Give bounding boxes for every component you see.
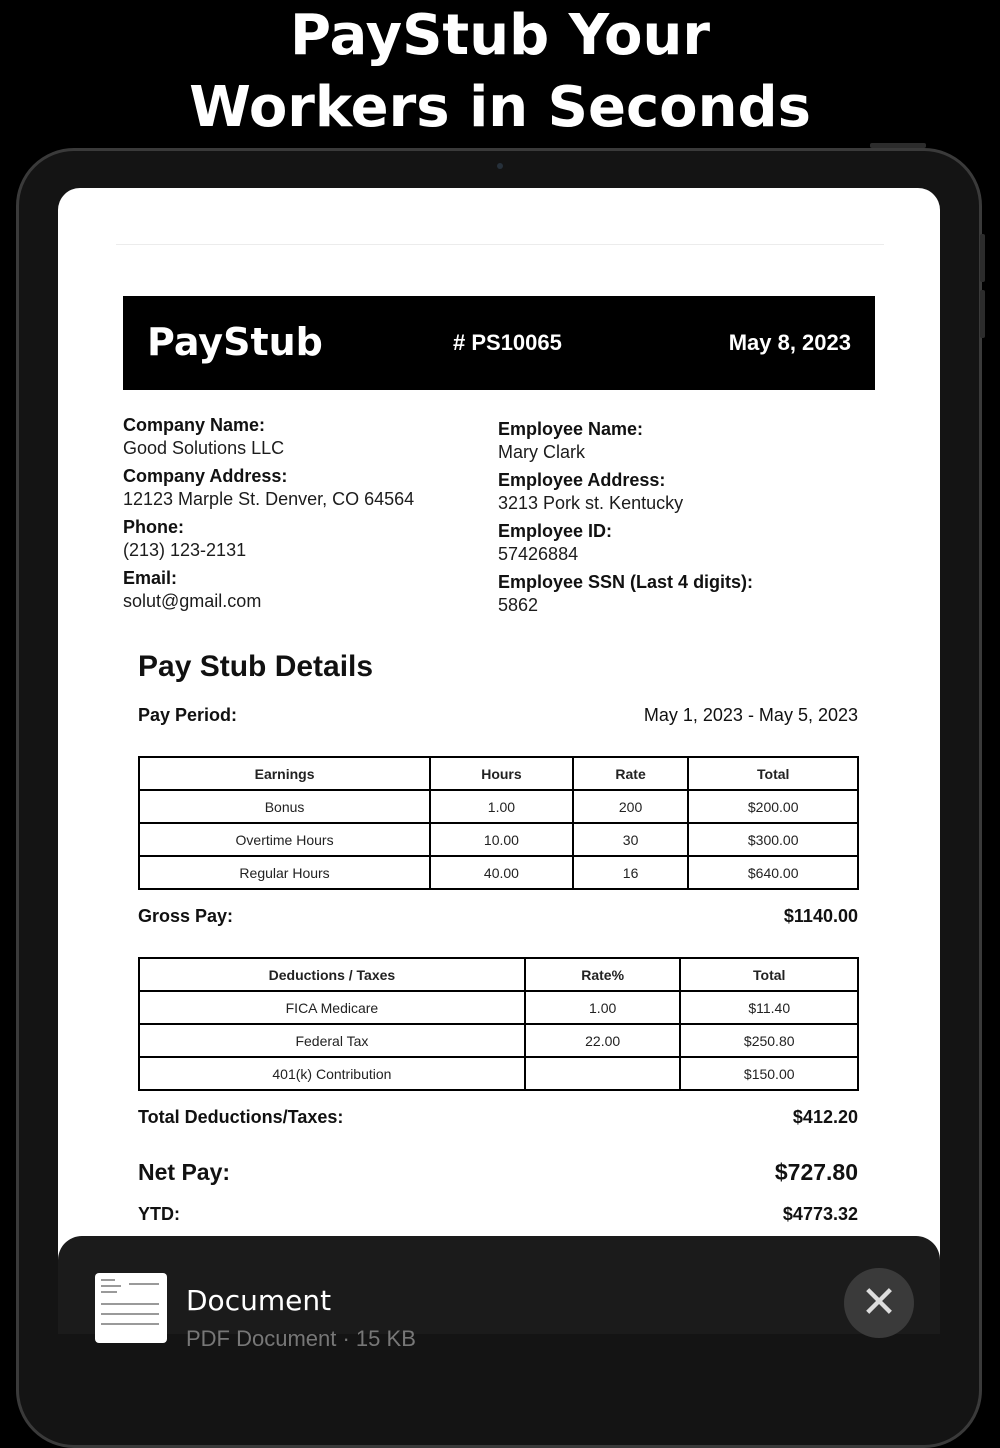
company-email-value: solut@gmail.com — [123, 591, 262, 611]
deductions-header-row — [139, 958, 858, 991]
earnings-col-rate: Rate — [573, 757, 689, 790]
net-pay-label: Net Pay: — [138, 1159, 231, 1185]
table-cell: 16 — [573, 856, 689, 889]
earnings-col-hours: Hours — [430, 757, 573, 790]
employee-id-value: 57426884 — [498, 544, 579, 564]
employee-ssn-block — [498, 572, 878, 617]
details-title: Pay Stub Details — [138, 650, 374, 683]
total-deductions-value: $412.20 — [792, 1107, 858, 1127]
table-cell: 200 — [573, 790, 689, 823]
earnings-table — [138, 756, 859, 890]
employee-id-block — [498, 521, 878, 566]
table-cell: $150.00 — [680, 1057, 858, 1090]
paystub-date: May 8, 2023 — [728, 330, 851, 355]
company-phone-label: Phone: — [123, 517, 184, 537]
table-cell: 30 — [573, 823, 689, 856]
deductions-col-rate: Rate% — [525, 958, 681, 991]
device-side-button-1 — [980, 234, 985, 282]
device-top-button — [870, 143, 926, 148]
table-cell: 401(k) Contribution — [139, 1057, 525, 1090]
table-cell: $640.00 — [688, 856, 858, 889]
page-divider — [116, 244, 884, 245]
thumb-line — [101, 1291, 117, 1293]
headline-line-1: PayStub Your — [289, 3, 711, 68]
table-row — [139, 823, 858, 856]
thumb-line — [101, 1303, 159, 1305]
deductions-table — [138, 957, 859, 1091]
thumb-line — [101, 1279, 115, 1281]
company-address-block — [123, 466, 503, 511]
employee-name-label: Employee Name: — [498, 419, 644, 439]
company-name-block — [123, 415, 503, 460]
pay-period-value: May 1, 2023 - May 5, 2023 — [643, 705, 858, 725]
banner-title: PayStub — [147, 320, 323, 364]
paystub-banner — [123, 296, 875, 390]
close-icon: ✕ — [860, 1277, 898, 1328]
company-address-label: Company Address: — [123, 466, 288, 486]
employee-ssn-value: 5862 — [498, 595, 539, 615]
employee-info — [498, 419, 878, 623]
earnings-col-total: Total — [688, 757, 858, 790]
table-cell: $11.40 — [680, 991, 858, 1024]
table-cell: 1.00 — [525, 991, 681, 1024]
thumb-line — [101, 1285, 121, 1287]
employee-name-value: Mary Clark — [498, 442, 586, 462]
company-info — [123, 415, 503, 619]
document-meta: PDF Document · 15 KB — [186, 1326, 416, 1351]
table-cell: Federal Tax — [139, 1024, 525, 1057]
table-cell — [525, 1057, 681, 1090]
table-cell: 22.00 — [525, 1024, 681, 1057]
ytd-value: $4773.32 — [782, 1204, 858, 1224]
company-phone-value: (213) 123-2131 — [123, 540, 247, 560]
table-row — [139, 1024, 858, 1057]
headline-line-2: Workers in Seconds — [189, 75, 811, 140]
company-email-block — [123, 568, 503, 613]
table-row — [139, 1057, 858, 1090]
close-button[interactable] — [844, 1268, 914, 1338]
thumb-line — [101, 1323, 159, 1325]
table-cell: $300.00 — [688, 823, 858, 856]
employee-address-value: 3213 Pork st. Kentucky — [498, 493, 684, 513]
table-row — [139, 991, 858, 1024]
table-cell: Regular Hours — [139, 856, 430, 889]
table-cell: Overtime Hours — [139, 823, 430, 856]
employee-address-label: Employee Address: — [498, 470, 666, 490]
earnings-header-row — [139, 757, 858, 790]
employee-id-label: Employee ID: — [498, 521, 613, 541]
table-row — [139, 856, 858, 889]
deductions-col-total: Total — [680, 958, 858, 991]
table-cell: $250.80 — [680, 1024, 858, 1057]
table-row — [139, 790, 858, 823]
gross-pay-value: $1140.00 — [783, 906, 858, 926]
company-phone-block — [123, 517, 503, 562]
document-share-sheet — [58, 1236, 940, 1351]
paystub-number: # PS10065 — [453, 330, 562, 355]
company-name-value: Good Solutions LLC — [123, 438, 285, 458]
device-side-button-2 — [980, 290, 985, 338]
total-deductions-label: Total Deductions/Taxes: — [138, 1107, 344, 1127]
employee-address-block — [498, 470, 878, 515]
net-pay-value: $727.80 — [774, 1159, 858, 1185]
document-preview[interactable] — [58, 188, 940, 1334]
table-cell: 1.00 — [430, 790, 573, 823]
table-cell: FICA Medicare — [139, 991, 525, 1024]
table-cell: Bonus — [139, 790, 430, 823]
thumb-line — [129, 1283, 159, 1285]
employee-ssn-label: Employee SSN (Last 4 digits): — [498, 572, 754, 592]
gross-pay-label: Gross Pay: — [138, 906, 234, 926]
employee-name-block — [498, 419, 878, 464]
pay-period-label: Pay Period: — [138, 705, 238, 725]
thumb-line — [101, 1313, 159, 1315]
document-name: Document — [186, 1284, 332, 1317]
earnings-col-earnings: Earnings — [139, 757, 430, 790]
document-thumbnail[interactable] — [95, 1273, 167, 1343]
table-cell: $200.00 — [688, 790, 858, 823]
company-address-value: 12123 Marple St. Denver, CO 64564 — [123, 489, 415, 509]
table-cell: 10.00 — [430, 823, 573, 856]
promo-headline — [0, 0, 1000, 140]
deductions-col-name: Deductions / Taxes — [139, 958, 525, 991]
company-email-label: Email: — [123, 568, 178, 588]
ytd-label: YTD: — [138, 1204, 180, 1224]
company-name-label: Company Name: — [123, 415, 266, 435]
table-cell: 40.00 — [430, 856, 573, 889]
camera-dot — [497, 163, 503, 169]
